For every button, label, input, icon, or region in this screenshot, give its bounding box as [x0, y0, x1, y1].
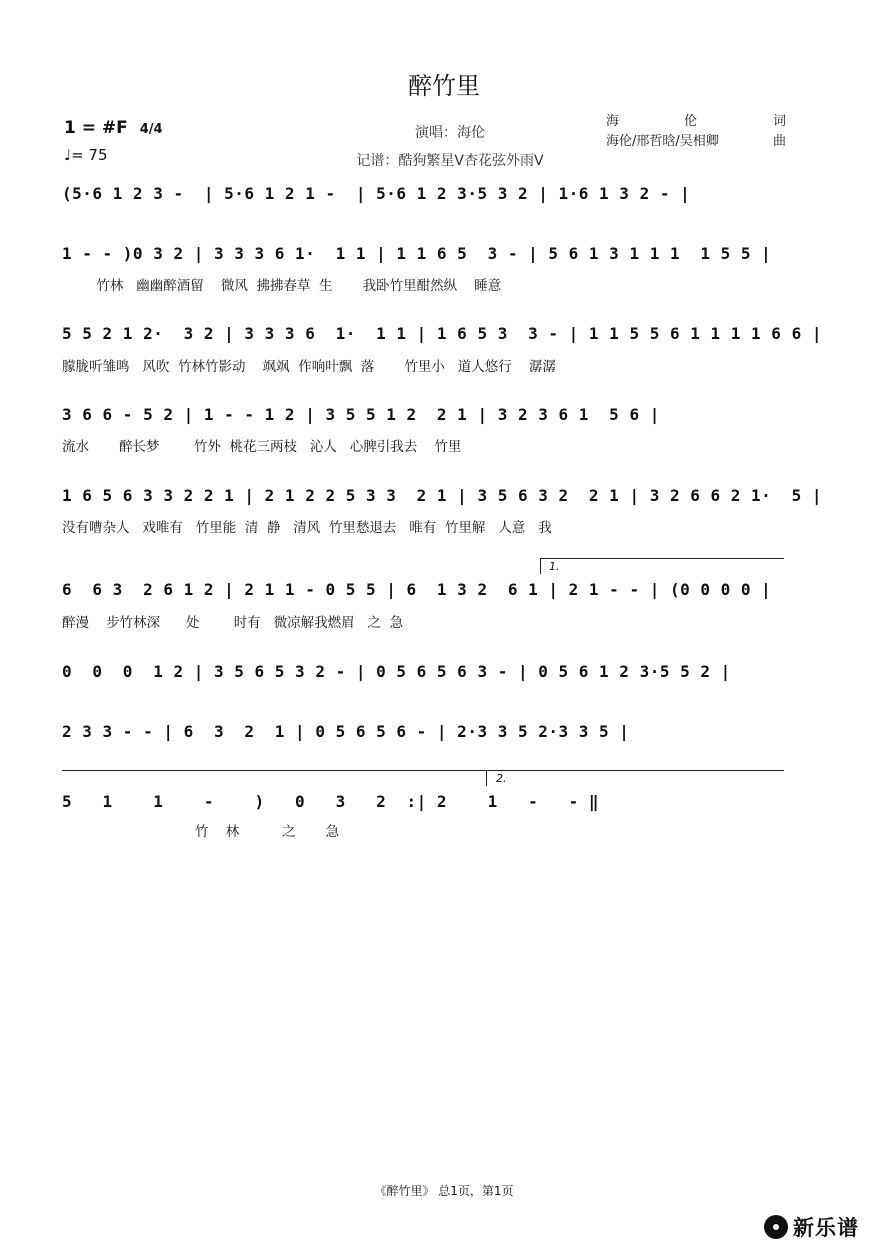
- lyric-line-9: 竹 林 之 急: [62, 824, 340, 840]
- score-line-9: 5 1 1 - ) 0 3 2 :| 2 1 - - ‖: [62, 792, 600, 811]
- score-line-6: 6 6 3 2 6 1 2 | 2 1 1 - 0 5 5 | 6 1 3 2 6 1 | 2 1 - - | (0 0 0 0 |: [62, 580, 772, 599]
- lyric-line-5: 没有嘈杂人 戏唯有 竹里能 清 静 清风 竹里愁退去 唯有 竹里解 人意 我: [62, 520, 552, 536]
- lyricist-name: 海 伦: [606, 114, 698, 129]
- page-footer: 《醉竹里》 总1页，第1页: [374, 1184, 514, 1198]
- transcriber: 记谱：酷狗繁星V杏花弦外雨V: [356, 153, 544, 169]
- composer-role: 曲: [772, 134, 786, 149]
- key-signature-text: 1 = #F: [64, 118, 128, 138]
- volta-1-bracket: [540, 558, 784, 559]
- record-disc-icon: [764, 1215, 788, 1239]
- credits: [606, 112, 786, 152]
- score-line-2: 1 - - )0 3 2 | 3 3 3 6 1· 1 1 | 1 1 6 5 3 - | 5 6 1 3 1 1 1 1 5 5 |: [62, 244, 772, 263]
- time-signature: 4/4: [139, 122, 163, 137]
- volta-1-bracket-edge: [540, 558, 541, 574]
- composer-name: 海伦/邢哲晗/吴相卿: [606, 134, 719, 149]
- lyric-line-2: 竹林 幽幽醉酒留 微风 拂拂春草 生 我卧竹里酣然纵 睡意: [62, 278, 502, 294]
- score-line-7: 0 0 0 1 2 | 3 5 6 5 3 2 - | 0 5 6 5 6 3 - | 0 5 6 1 2 3·5 5 2 |: [62, 662, 731, 681]
- lyric-line-6: 醉漫 步竹林深 处 时有 微凉解我燃眉 之 急: [62, 615, 404, 631]
- lyric-line-4: 流水 醉长梦 竹外 桃花三两枝 沁人 心脾引我去 竹里: [62, 439, 462, 455]
- volta-1-label: 1.: [549, 560, 560, 573]
- lyricist-row: [606, 112, 786, 132]
- composer-row: [606, 132, 786, 152]
- score-line-1: (5·6 1 2 3 - | 5·6 1 2 1 - | 5·6 1 2 3·5 3 2 | 1·6 1 3 2 - |: [62, 184, 691, 203]
- lyricist-role: 词: [772, 114, 786, 129]
- site-logo: [764, 1212, 859, 1242]
- logo-text: 新乐谱: [793, 1216, 859, 1240]
- performer: 演唱：海伦: [415, 125, 485, 141]
- score-line-8: 2 3 3 - - | 6 3 2 1 | 0 5 6 5 6 - | 2·3 3 5 2·3 3 5 |: [62, 722, 630, 741]
- key-signature: [64, 118, 163, 138]
- score-line-5: 1 6 5 6 3 3 2 2 1 | 2 1 2 2 5 3 3 2 1 | 3 5 6 3 2 2 1 | 3 2 6 6 2 1· 5 |: [62, 486, 822, 505]
- volta-2-bracket-edge: [486, 770, 487, 786]
- volta-2-bracket: [486, 770, 784, 771]
- score-line-4: 3 6 6 - 5 2 | 1 - - 1 2 | 3 5 5 1 2 2 1 | 3 2 3 6 1 5 6 |: [62, 405, 660, 424]
- song-title: 醉竹里: [408, 72, 480, 100]
- lyric-line-3: 朦胧听雏鸣 风吹 竹林竹影动 飒飒 作响叶飘 落 竹里小 道人悠行 潺潺: [62, 359, 556, 375]
- repeat-bracket: [62, 770, 486, 771]
- tempo-marking: ♩= 75: [64, 146, 108, 164]
- volta-2-label: 2.: [496, 772, 507, 785]
- score-line-3: 5 5 2 1 2· 3 2 | 3 3 3 6 1· 1 1 | 1 6 5 3 3 - | 1 1 5 5 6 1 1 1 1 6 6 |: [62, 324, 822, 343]
